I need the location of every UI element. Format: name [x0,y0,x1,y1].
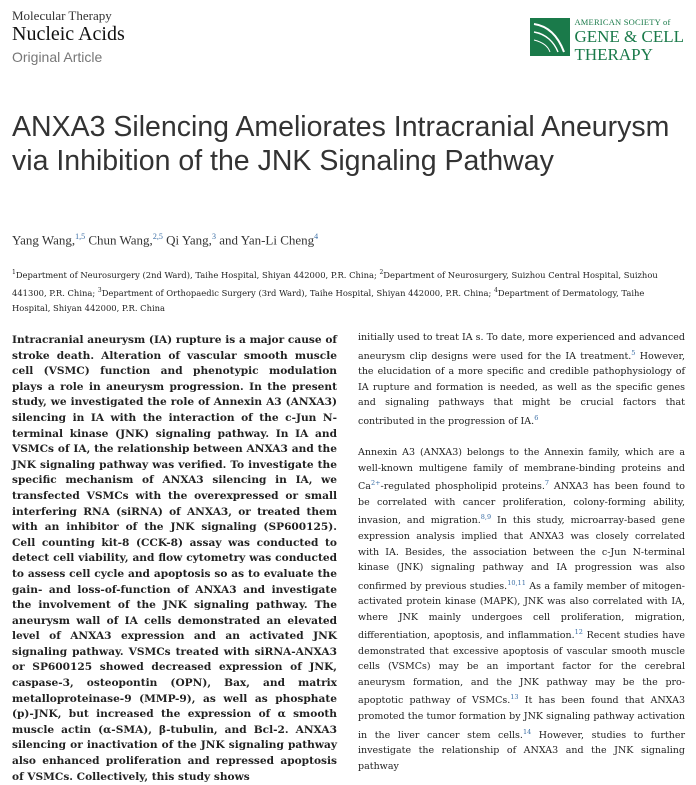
citation-marker: 8,9 [480,513,492,522]
affiliation-marker: 4 [494,286,498,294]
author-affiliation-marker: 1,5 [75,232,86,241]
citation-marker: 7 [544,479,550,488]
author-affiliation-marker: 4 [314,232,319,241]
journal-header [12,8,125,65]
affiliation-text: Department of Orthopaedic Surgery (3rd Ward), Taihe Hospital, Shiyan 442000, P.R. China; [101,287,495,298]
citation-marker: 10,11 [507,578,526,587]
citation-marker: 13 [510,693,519,702]
author-affiliation-marker: 3 [211,232,216,241]
affiliation-text: Department of Dermatology, Taihe Hospital, Shiyan 442000, P.R. China [12,287,645,313]
author-name: Chun Wang, [88,232,153,248]
article-title: ANXA3 Silencing Ameliorates Intracranial Aneurysm via Inhibition of the JNK Signaling Pathway [12,111,670,177]
affiliation-marker: 1 [12,269,16,276]
author-name: Yan-Li Cheng [240,232,315,248]
body-text [358,330,685,774]
author-affiliation-marker: 2,5 [152,232,163,241]
journal-name: Nucleic Acids [12,23,125,45]
affiliation-marker: 2 [379,269,384,276]
citation-marker: 5 [631,348,636,357]
affiliations [12,265,684,316]
article-type: Original Article [12,49,103,65]
affiliation-text: Department of Neurosurgery, Suizhou Central Hospital, Suizhou 441300, P.R. China; [12,269,658,298]
body-paragraph-1: initially used to treat IA s. To date, more experienced and advanced aneurysm clip designs were used for the IA treatment.$^5$ However, the elucidation of a more specific and credible pathophysiology of IA rupture and formation is needed, as well as the specific genes and signaling pathways that might be crucial factors that contributed in the progression of IA.$^6$ [358,332,685,427]
society-logo [530,18,684,63]
citation-marker: 12 [574,628,583,637]
affiliation-text: Department of Neurosurgery (2nd Ward), Taihe Hospital, Shiyan 442000, P.R. China; [15,269,380,280]
citation-marker: 14 [522,727,532,736]
author-name: Yang Wang, [12,232,76,248]
abstract: Intracranial aneurysm (IA) rupture is a major cause of stroke death. Alteration of vascular smooth muscle cell (VSMC) function and phenotypic modulation plays a role in aneurysm progression. In the present study, we investigated the role of Annexin A3 (ANXA3) silencing in IA with the interaction of the c-Jun N-terminal kinase (JNK) signaling pathway. In IA and VSMCs of IA, the relationship between ANXA3 and the JNK signaling pathway was verified. To investigate the specific mechanism of ANXA3 silencing in IA, we transfected VSMCs with the overexpressed or small interfering RNA (siRNA) of ANXA3, or treated them with an inhibitor of the JNK signaling (SP600125). Cell counting kit-8 (CCK-8) assay was conducted to detect cell viability, and flow cytometry was conducted to assess cell cycle and apoptosis so as to evaluate the gain- and loss-of-function of ANXA3 and investigate the involvement of the JNK signaling pathway. The aneurysm wall of IA cells demonstrated an elevated level of ANXA3 expression and an activated JNK signaling pathway. VSMCs treated with siRNA-ANXA3 or SP600125 showed decreased expression of JNK, caspase-3, osteopontin (OPN), Bax, and matrix metalloproteinase-9 (MMP-9), as well as phosphate (p)-JNK, but increased the expression of α smooth muscle actin (α-SMA), β-tubulin, and Bcl-2. ANXA3 silencing or inactivation of the JNK signaling pathway also enhanced proliferation and repressed apoptosis of VSMCs. Collectively, this study shows [12,334,337,783]
journal-series: Molecular Therapy [12,8,112,23]
author-name: Qi Yang, [166,232,212,248]
author-list: Yang Wang,$^{1,5}$ Chun Wang,$^{2,5}$ Qi Yang,$^3$ and Yan-Li Cheng$^4$ [12,232,319,248]
society-line-3: THERAPY [574,44,653,64]
affiliation-marker: 3 [97,286,102,294]
society-line-1: AMERICAN SOCIETY of [574,17,671,27]
citation-marker: 2+ [370,479,381,488]
society-emblem-icon [530,18,570,56]
body-paragraph-2: Annexin A3 (ANXA3) belongs to the Annexin family, which are a well-known multigene family of membrane-binding proteins and $Ca^{2+}$-regulated phospholipid proteins.$^7$ ANXA3 has been found to be correlated with cancer proliferation, colony-forming ability, invasion, and migration.$^{8,9}$ In this study, microarray-based gene expression analysis implied that ANXA3 was closely correlated with IA. Besides, the association between the c-Jun N-terminal kinase (JNK) signaling pathway and IA progression was also confirmed by previous studies.$^{10,11}$ As a family member of mitogen-activated protein kinase (MAPK), JNK was also correlated with IA, where JNK mainly undergoes cell proliferation, migration, differentiation, apoptosis, and inflammation.$^{12}$ Recent studies have demonstrated that excessive apoptosis of vascular smooth muscle cells (VSMCs) may be an important factor for the cerebral aneurysm formation, and the JNK pathway may be the pro-apoptotic pathway of VSMCs.$^{13}$ It has been found that ANXA3 promoted the tumor formation by JNK signaling pathway activation in the liver cancer stem cells.$^{14}$ However, studies to further investigate the relationship of ANXA3 and the JNK signaling pathway [358,447,686,772]
citation-marker: 6 [534,413,539,422]
society-line-2: GENE & CELL [574,26,684,46]
